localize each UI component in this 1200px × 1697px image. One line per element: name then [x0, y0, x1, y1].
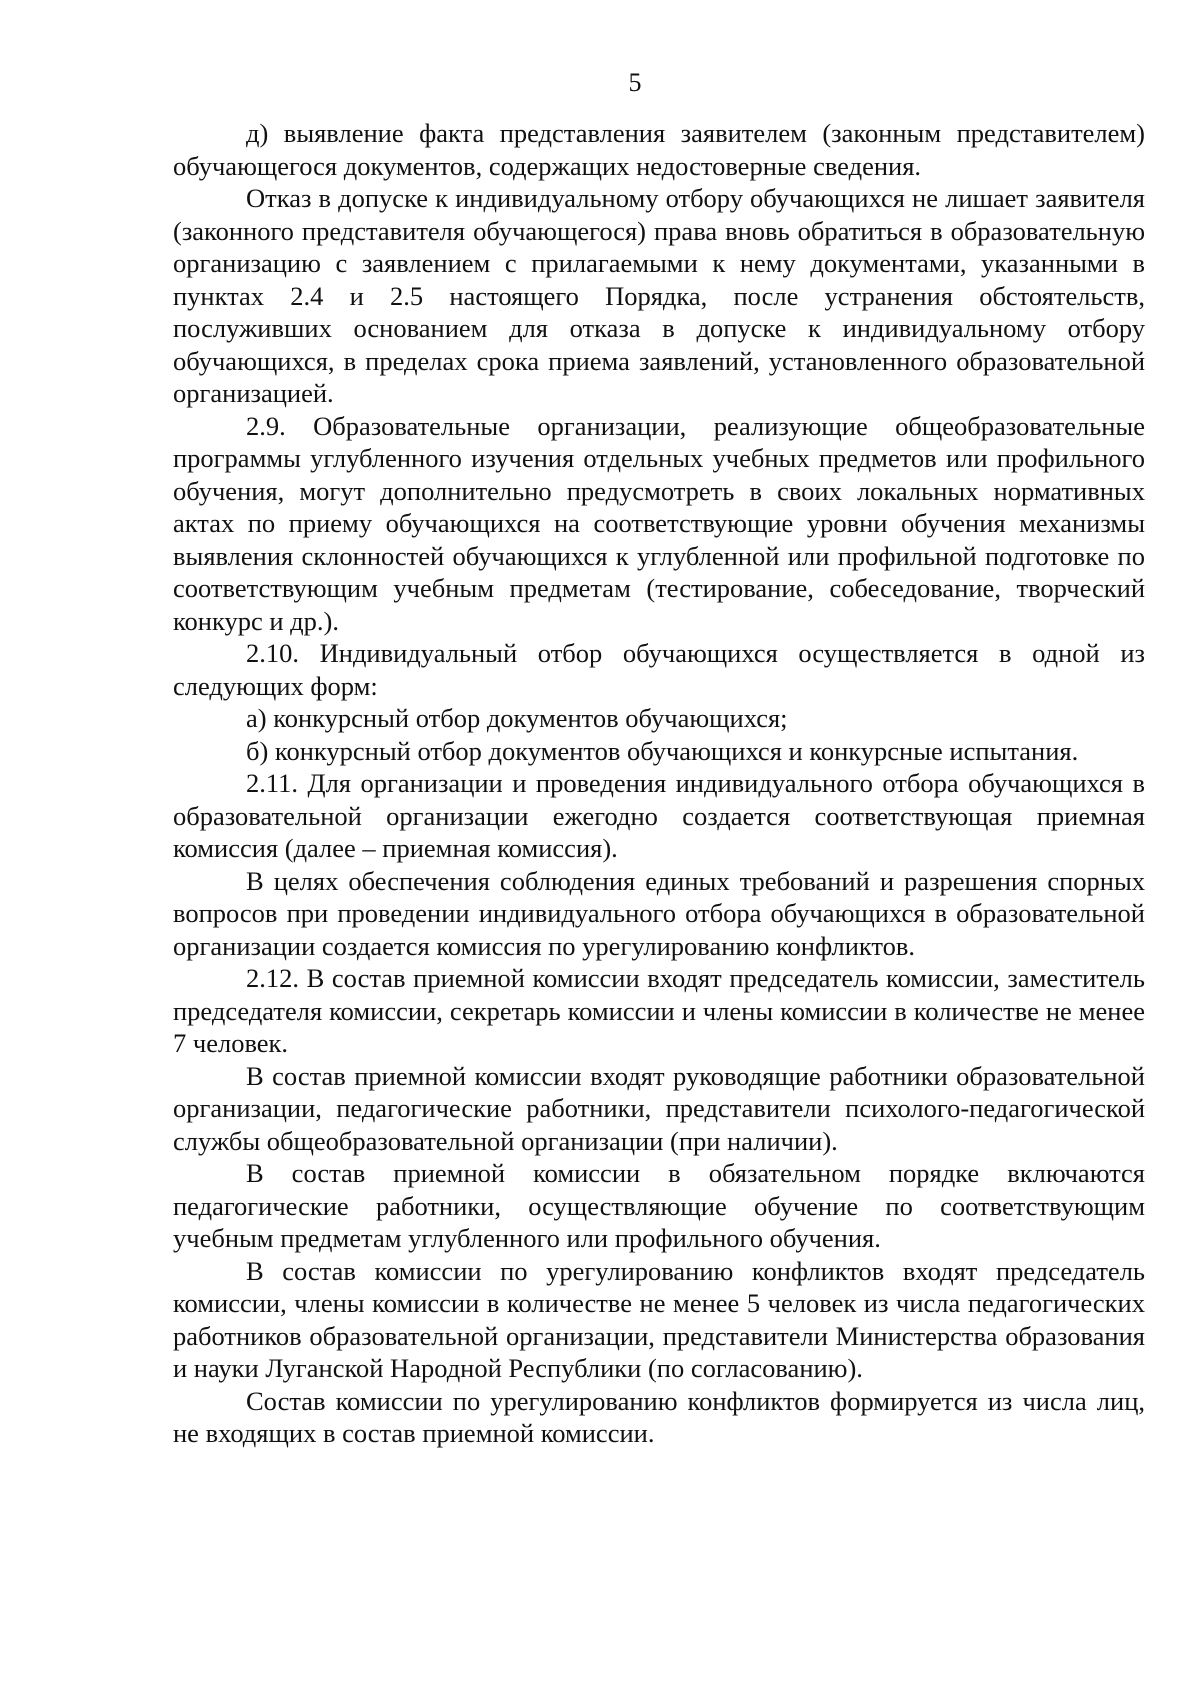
paragraph-2-11: 2.11. Для организации и проведения индивидуального отбора обучающихся в образовательной организации ежегодно создается соответствующая приемная комиссия (далее – приемная комиссия).: [173, 768, 1145, 863]
paragraph-2-12: 2.12. В состав приемной комиссии входят председатель комиссии, заместитель председателя комиссии, секретарь комиссии и члены комиссии в количестве не менее 7 человек.: [173, 963, 1145, 1058]
document-body: [173, 117, 1145, 1450]
paragraph-conflict-members: В состав комиссии по урегулированию конфликтов входят председатель комиссии, члены комиссии в количестве не менее 5 человек из числа педагогических работников образовательной организации, представители Министерства образования и науки Луганской Народной Республики (по согласованию).: [173, 1255, 1145, 1383]
paragraph-commission-members: В состав приемной комиссии входят руководящие работники образовательной организации, педагогические работники, представители психолого-педагогической службы общеобразовательной организации (при наличии).: [173, 1060, 1145, 1156]
paragraph-2-10: 2.10. Индивидуальный отбор обучающихся осуществляется в одной из следующих форм:: [173, 638, 1145, 701]
paragraph-mandatory-members: В состав приемной комиссии в обязательном порядке включаются педагогические работники, осуществляющие обучение по соответствующим учебным предметам углубленного или профильного обучения.: [173, 1158, 1145, 1253]
page-number: 5: [628, 68, 642, 97]
paragraph-conflict-composition: Состав комиссии по урегулированию конфликтов формируется из числа лиц, не входящих в состав приемной комиссии.: [173, 1385, 1145, 1448]
paragraph-item-a: а) конкурсный отбор документов обучающихся;: [246, 703, 788, 733]
paragraph-2-9: 2.9. Образовательные организации, реализующие общеобразовательные программы углубленного изучения отдельных учебных предметов или профильного обучения, могут дополнительно предусмотреть в своих локальных нормативных актах по приему обучающихся на соответствующие уровни обучения механизмы выявления склонностей обучающихся к углубленной или профильной подготовке по соответствующим учебным предметам (тестирование, собеседование, творческий конкурс и др.).: [173, 410, 1145, 636]
paragraph-item-b: б) конкурсный отбор документов обучающихся и конкурсные испытания.: [246, 735, 1079, 766]
paragraph-item-d: д) выявление факта представления заявителем (законным представителем) обучающегося документов, содержащих недостоверные сведения.: [173, 118, 1145, 181]
paragraph-conflict-commission: В целях обеспечения соблюдения единых требований и разрешения спорных вопросов при проведении индивидуального отбора обучающихся в образовательной организации создается комиссия по урегулированию конфликтов.: [173, 865, 1145, 961]
paragraph-refusal: Отказ в допуске к индивидуальному отбору обучающихся не лишает заявителя (законного представителя обучающегося) права вновь обратиться в образовательную организацию с заявлением с прилагаемыми к нему документами, указанными в пунктах 2.4 и 2.5 настоящего Порядка, после устранения обстоятельств, послуживших основанием для отказа в допуске к индивидуальному отбору обучающихся, в пределах срока приема заявлений, установленного образовательной организацией.: [173, 183, 1145, 408]
